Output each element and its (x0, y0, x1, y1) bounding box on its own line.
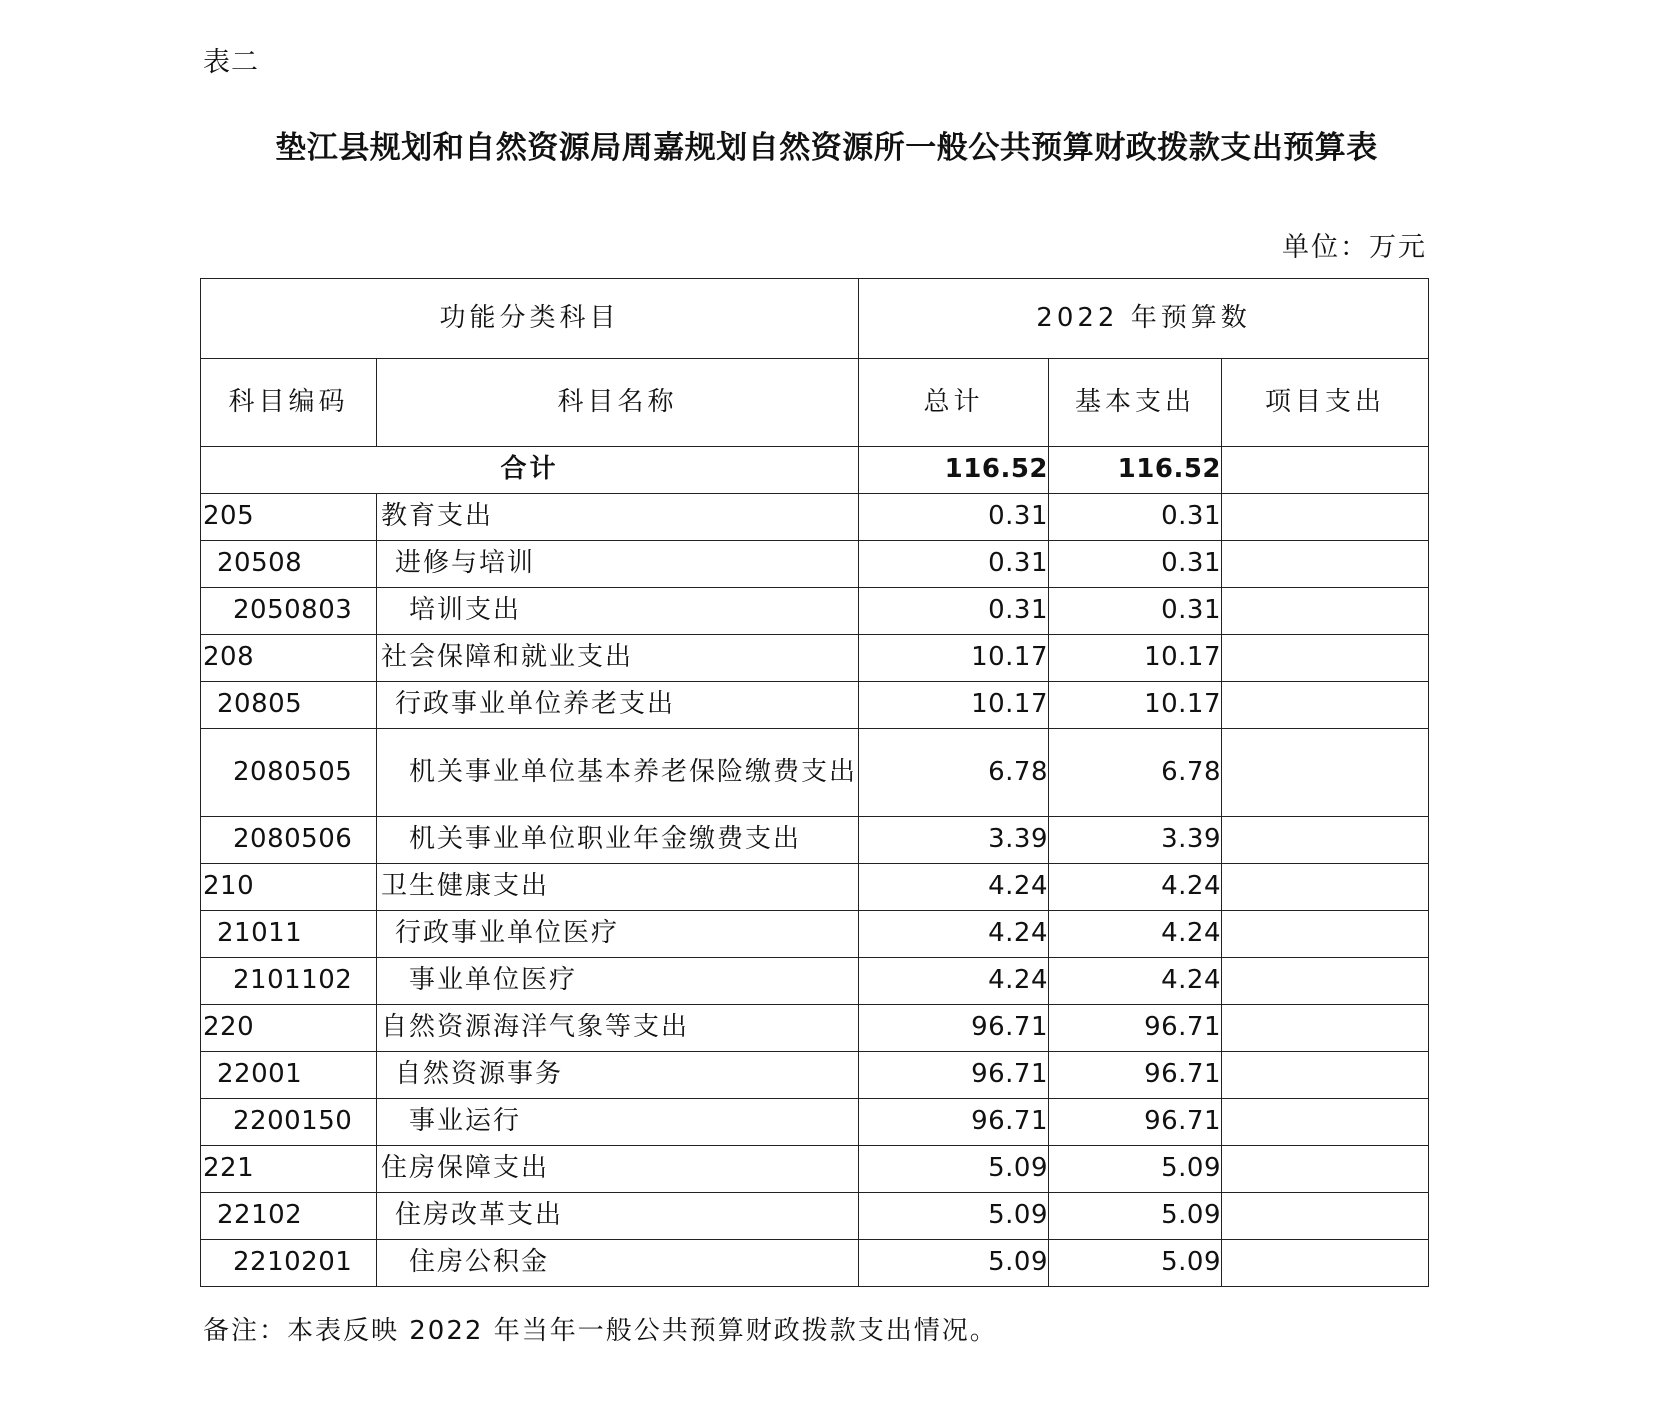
row-code: 2101102 (201, 958, 377, 1005)
row-name: 行政事业单位养老支出 (377, 682, 859, 729)
row-code: 2080506 (201, 817, 377, 864)
row-total: 96.71 (859, 1052, 1049, 1099)
row-code: 21011 (201, 911, 377, 958)
row-code: 205 (201, 494, 377, 541)
row-total: 0.31 (859, 494, 1049, 541)
row-basic: 4.24 (1049, 911, 1222, 958)
row-name-text: 机关事业单位基本养老保险缴费支出 (409, 756, 858, 787)
table-row (201, 911, 1429, 958)
row-basic: 0.31 (1049, 541, 1222, 588)
table-row (201, 729, 1429, 817)
row-name: 住房保障支出 (377, 1146, 859, 1193)
document-title: 垫江县规划和自然资源局周嘉规划自然资源所一般公共预算财政拨款支出预算表 (275, 130, 1378, 166)
row-basic: 96.71 (1049, 1052, 1222, 1099)
row-name: 卫生健康支出 (377, 864, 859, 911)
row-total: 4.24 (859, 911, 1049, 958)
row-basic: 10.17 (1049, 635, 1222, 682)
row-total: 3.39 (859, 817, 1049, 864)
row-name: 住房改革支出 (377, 1193, 859, 1240)
row-code: 20805 (201, 682, 377, 729)
table-row (201, 1240, 1429, 1287)
row-name: 进修与培训 (377, 541, 859, 588)
row-project (1222, 1099, 1429, 1146)
header-row-2 (201, 359, 1429, 447)
header-total: 总计 (859, 359, 1049, 447)
table-row (201, 635, 1429, 682)
row-code: 221 (201, 1146, 377, 1193)
row-project (1222, 864, 1429, 911)
row-total: 6.78 (859, 729, 1049, 817)
table-row (201, 958, 1429, 1005)
row-project (1222, 635, 1429, 682)
row-project (1222, 1240, 1429, 1287)
table-row (201, 1193, 1429, 1240)
row-basic: 10.17 (1049, 682, 1222, 729)
table-row (201, 682, 1429, 729)
row-total: 10.17 (859, 682, 1049, 729)
row-project (1222, 494, 1429, 541)
row-project (1222, 958, 1429, 1005)
row-total: 96.71 (859, 1099, 1049, 1146)
table-row (201, 864, 1429, 911)
table-row (201, 588, 1429, 635)
row-project (1222, 1052, 1429, 1099)
row-code: 2080505 (201, 729, 377, 817)
table-row (201, 817, 1429, 864)
total-label: 合计 (201, 447, 859, 494)
row-project (1222, 817, 1429, 864)
row-code: 2050803 (201, 588, 377, 635)
row-basic: 5.09 (1049, 1240, 1222, 1287)
footnote: 备注：本表反映 2022 年当年一般公共预算财政拨款支出情况。 (203, 1316, 998, 1346)
row-name: 自然资源海洋气象等支出 (377, 1005, 859, 1052)
row-basic: 4.24 (1049, 958, 1222, 1005)
header-basic: 基本支出 (1049, 359, 1222, 447)
header-func-class: 功能分类科目 (201, 279, 859, 359)
row-name (377, 729, 859, 817)
row-code: 220 (201, 1005, 377, 1052)
row-code: 22102 (201, 1193, 377, 1240)
row-total: 96.71 (859, 1005, 1049, 1052)
row-code: 210 (201, 864, 377, 911)
row-basic: 0.31 (1049, 588, 1222, 635)
row-project (1222, 1005, 1429, 1052)
unit-label: 单位：万元 (1282, 232, 1427, 263)
row-basic: 5.09 (1049, 1146, 1222, 1193)
row-code: 208 (201, 635, 377, 682)
row-total: 0.31 (859, 541, 1049, 588)
row-basic: 96.71 (1049, 1099, 1222, 1146)
row-name: 住房公积金 (377, 1240, 859, 1287)
row-total: 10.17 (859, 635, 1049, 682)
row-basic: 96.71 (1049, 1005, 1222, 1052)
total-row (201, 447, 1429, 494)
table-row (201, 494, 1429, 541)
row-name: 培训支出 (377, 588, 859, 635)
row-name: 教育支出 (377, 494, 859, 541)
row-basic: 3.39 (1049, 817, 1222, 864)
row-project (1222, 541, 1429, 588)
row-total: 5.09 (859, 1193, 1049, 1240)
row-basic: 0.31 (1049, 494, 1222, 541)
table-row (201, 1099, 1429, 1146)
total-project (1222, 447, 1429, 494)
row-code: 2200150 (201, 1099, 377, 1146)
row-code: 22001 (201, 1052, 377, 1099)
header-budget-year: 2022 年预算数 (859, 279, 1429, 359)
header-row-1 (201, 279, 1429, 359)
row-total: 4.24 (859, 958, 1049, 1005)
header-project: 项目支出 (1222, 359, 1429, 447)
row-project (1222, 729, 1429, 817)
row-project (1222, 682, 1429, 729)
row-project (1222, 911, 1429, 958)
table-row (201, 1052, 1429, 1099)
row-total: 5.09 (859, 1240, 1049, 1287)
row-code: 20508 (201, 541, 377, 588)
row-name: 事业单位医疗 (377, 958, 859, 1005)
row-project (1222, 1146, 1429, 1193)
row-code: 2210201 (201, 1240, 377, 1287)
total-basic: 116.52 (1049, 447, 1222, 494)
header-name: 科目名称 (377, 359, 859, 447)
table-row (201, 1146, 1429, 1193)
row-name: 事业运行 (377, 1099, 859, 1146)
row-name: 自然资源事务 (377, 1052, 859, 1099)
row-project (1222, 588, 1429, 635)
table-number: 表二 (203, 47, 259, 78)
total-total: 116.52 (859, 447, 1049, 494)
budget-table (200, 278, 1429, 1287)
row-basic: 4.24 (1049, 864, 1222, 911)
row-total: 0.31 (859, 588, 1049, 635)
table-row (201, 541, 1429, 588)
row-project (1222, 1193, 1429, 1240)
table-row (201, 1005, 1429, 1052)
row-total: 4.24 (859, 864, 1049, 911)
row-name: 机关事业单位职业年金缴费支出 (377, 817, 859, 864)
row-name: 社会保障和就业支出 (377, 635, 859, 682)
row-basic: 6.78 (1049, 729, 1222, 817)
row-basic: 5.09 (1049, 1193, 1222, 1240)
header-code: 科目编码 (201, 359, 377, 447)
row-name: 行政事业单位医疗 (377, 911, 859, 958)
row-total: 5.09 (859, 1146, 1049, 1193)
